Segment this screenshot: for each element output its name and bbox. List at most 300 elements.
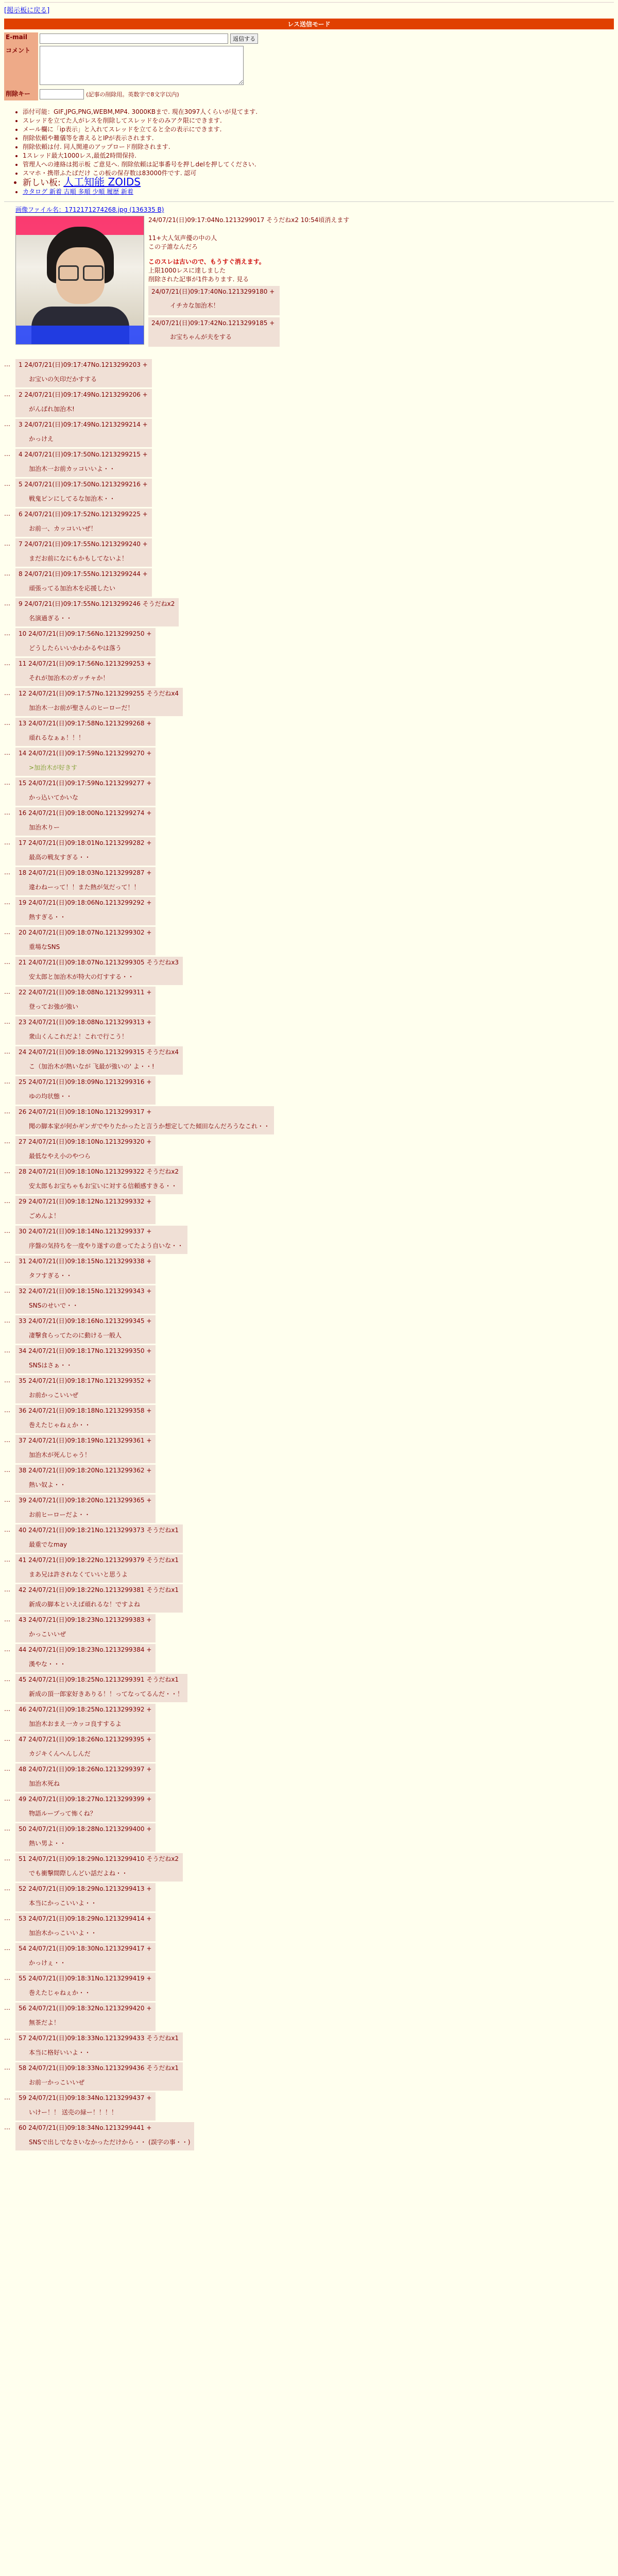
- reply-indent-dash: …: [4, 1914, 10, 1922]
- op-info: 上限1000レスに達しました: [148, 267, 226, 274]
- reply-header: 41 24/07/21(日)09:18:22No.1213299379 そうだねx1: [19, 1556, 179, 1564]
- reply-row: [4, 1226, 614, 1254]
- reply-message: 最高の戦友すぎる・・: [29, 854, 91, 861]
- reply-row: [4, 2003, 614, 2031]
- rule-item: • スレッドを立てた人がレスを削除してスレッドをのみアク限にできます.: [23, 116, 614, 125]
- reply-header: 38 24/07/21(日)09:18:20No.1213299362 +: [19, 1467, 152, 1474]
- reply-message: >加治木が好きす: [29, 764, 78, 771]
- reply-indent-dash: …: [4, 1974, 10, 1981]
- reply-box: [15, 2032, 183, 2061]
- op-thumbnail-image[interactable]: [15, 216, 144, 345]
- reply-message: 加治木かっこいいよ・・: [29, 1929, 97, 1937]
- delete-key-label: 削除キー: [4, 88, 38, 100]
- reply-indent-dash: …: [4, 1436, 10, 1444]
- reply-indent-dash: …: [4, 1406, 10, 1414]
- reply-message: 無茶だよ！: [29, 2019, 60, 2026]
- op-body-line: この子誰なんだろ: [148, 243, 198, 250]
- reply-row: [4, 897, 614, 925]
- reply-box: [15, 658, 156, 686]
- reply-indent-dash: …: [4, 1108, 10, 1115]
- reply-message: お宝いの矢印だかすする: [29, 376, 97, 383]
- reply-message: まあ兄は許されなくていいと思うよ: [29, 1571, 128, 1578]
- reply-box: [15, 568, 152, 597]
- reply-box: [15, 389, 152, 417]
- reply-header: 52 24/07/21(日)09:18:29No.1213299413 +: [19, 1885, 152, 1892]
- reply-message: イチカな加治木！: [170, 302, 219, 309]
- reply-header: 37 24/07/21(日)09:18:19No.1213299361 +: [19, 1437, 152, 1444]
- new-board-link[interactable]: 人工知能 ZOIDS: [63, 176, 141, 188]
- reply-list: [4, 359, 614, 2150]
- reply-row: [4, 1495, 614, 1523]
- reply-message: SNSのせいで・・: [29, 1302, 79, 1309]
- reply-indent-dash: …: [4, 1466, 10, 1473]
- reply-row: [4, 2032, 614, 2061]
- reply-header: 39 24/07/21(日)09:18:20No.1213299365 +: [19, 1497, 152, 1504]
- reply-header: 36 24/07/21(日)09:18:18No.1213299358 +: [19, 1407, 152, 1414]
- reply-indent-dash: …: [4, 689, 10, 697]
- reply-indent-dash: …: [4, 1287, 10, 1294]
- reply-header: 27 24/07/21(日)09:18:10No.1213299320 +: [19, 1138, 152, 1145]
- reply-message: 新成の頂一郎家好きありる！！ってなってるんだ・・！: [29, 1690, 184, 1698]
- reply-header: 17 24/07/21(日)09:18:01No.1213299282 +: [19, 839, 152, 846]
- reply-row: [4, 688, 614, 716]
- reply-header: 5 24/07/21(日)09:17:50No.1213299216 +: [19, 481, 148, 488]
- reply-message: 物語ループって怖くね？: [29, 1810, 96, 1817]
- reply-header: 8 24/07/21(日)09:17:55No.1213299244 +: [19, 570, 148, 578]
- reply-box: [15, 598, 179, 626]
- reply-box: [15, 1315, 156, 1344]
- reply-row: [4, 1106, 614, 1134]
- reply-indent-dash: …: [4, 1795, 10, 1802]
- reply-message: 巻えたじゃねぇか・・: [29, 1989, 91, 1996]
- reply-message: 熱すぎる・・: [29, 913, 66, 921]
- reply-indent-dash: …: [4, 600, 10, 607]
- reply-indent-dash: …: [4, 361, 10, 368]
- reply-box: [15, 718, 156, 746]
- email-field[interactable]: [40, 33, 228, 44]
- reply-message: お前一かっこいいぜ: [29, 2079, 85, 2086]
- reply-row: [4, 1644, 614, 1672]
- reply-box: [15, 1435, 156, 1463]
- reply-row: [4, 1405, 614, 1433]
- reply-box: [15, 419, 152, 447]
- reply-message: 安太郎と加治木が特大の灯すする・・: [29, 973, 134, 980]
- reply-indent-dash: …: [4, 570, 10, 577]
- reply-indent-dash: …: [4, 1257, 10, 1264]
- reply-message: 巻えたじゃねぇか・・: [29, 1421, 91, 1429]
- reply-header: 25 24/07/21(日)09:18:09No.1213299316 +: [19, 1078, 152, 1086]
- reply-box: [15, 2062, 183, 2091]
- reply-header: 9 24/07/21(日)09:17:55No.1213299246 そうだねx2: [19, 600, 175, 607]
- reply-header: 34 24/07/21(日)09:18:17No.1213299350 +: [19, 1347, 152, 1354]
- rule-item: • メール欄に「ip表示」と入れてスレッドを立てると全の表示にできます.: [23, 125, 614, 134]
- reply-indent-dash: …: [4, 1616, 10, 1623]
- catalog-links: [23, 188, 614, 196]
- reply-header: 51 24/07/21(日)09:18:29No.1213299410 そうだねx2: [19, 1855, 179, 1862]
- rules-list: [23, 108, 614, 196]
- reply-header: 49 24/07/21(日)09:18:27No.1213299399 +: [19, 1795, 152, 1803]
- reply-box: [15, 1584, 183, 1613]
- reply-row: [4, 359, 614, 387]
- reply-indent-dash: …: [4, 1526, 10, 1533]
- reply-indent-dash: …: [4, 1347, 10, 1354]
- reply-row: [4, 1793, 614, 1822]
- reply-box: [15, 1345, 156, 1374]
- reply-header: 10 24/07/21(日)09:17:56No.1213299250 +: [19, 630, 152, 637]
- back-to-board-link[interactable]: [掲示板に戻る]: [4, 7, 50, 14]
- reply-box: [15, 837, 156, 866]
- reply-row: [4, 748, 614, 776]
- reply-indent-dash: …: [4, 899, 10, 906]
- reply-row: [4, 1046, 614, 1075]
- reply-box: [15, 1823, 156, 1852]
- reply-row: [4, 1524, 614, 1553]
- reply-row: [4, 419, 614, 447]
- reply-row: [4, 1853, 614, 1882]
- delete-key-field[interactable]: [40, 89, 84, 99]
- reply-row: [4, 658, 614, 686]
- reply-indent-dash: …: [4, 1705, 10, 1713]
- reply-header: 23 24/07/21(日)09:18:08No.1213299313 +: [19, 1019, 152, 1026]
- reply-header: 59 24/07/21(日)09:18:34No.1213299437 +: [19, 2094, 152, 2102]
- reply-message: それが加治木のガッチャか！: [29, 674, 109, 682]
- reply-indent-dash: …: [4, 450, 10, 457]
- reply-row: [4, 777, 614, 806]
- reply-header: 30 24/07/21(日)09:18:14No.1213299337 +: [19, 1228, 152, 1235]
- reply-message: SNSで出しでなさいなかっただけから・・ (誤字の事・・): [29, 2139, 191, 2146]
- reply-box: [15, 1883, 156, 1911]
- reply-row: [4, 1016, 614, 1045]
- reply-header: 12 24/07/21(日)09:17:57No.1213299255 そうだねx4: [19, 690, 179, 697]
- reply-box: [15, 1674, 187, 1702]
- reply-message: 最重でなmay: [29, 1541, 67, 1548]
- reply-row: [4, 389, 614, 417]
- reply-message: ごめんよ！: [29, 1212, 60, 1219]
- new-board-ad-text: 新しい板:: [23, 178, 64, 188]
- reply-indent-dash: …: [4, 1317, 10, 1324]
- reply-row: [4, 1614, 614, 1642]
- reply-message: カジキくんへんしんだ: [29, 1750, 91, 1757]
- reply-header: 53 24/07/21(日)09:18:29No.1213299414 +: [19, 1915, 152, 1922]
- reply-message: お宝ちゃんが夫をする: [170, 333, 232, 341]
- expiry-warning: このスレは古いので、もうすぐ消えます。: [148, 258, 265, 265]
- reply-header: 56 24/07/21(日)09:18:32No.1213299420 +: [19, 2005, 152, 2012]
- reply-box: [15, 1554, 183, 1583]
- reply-indent-dash: …: [4, 510, 10, 517]
- reply-header: 24/07/21(日)09:17:42No.1213299185 +: [151, 319, 275, 327]
- reply-row: [4, 927, 614, 955]
- reply-header: 57 24/07/21(日)09:18:33No.1213299433 そうだねx1: [19, 2035, 179, 2042]
- reply-indent-dash: …: [4, 1018, 10, 1025]
- reply-box: [15, 1465, 156, 1493]
- reply-header: 13 24/07/21(日)09:17:58No.1213299268 +: [19, 720, 152, 727]
- reply-indent-dash: …: [4, 809, 10, 816]
- reply-box: [15, 1106, 274, 1134]
- reply-box: [15, 777, 156, 806]
- reply-indent-dash: …: [4, 1197, 10, 1205]
- reply-message: お前ヒーローだよ・・: [29, 1511, 91, 1518]
- reply-message: タフすぎる・・: [29, 1272, 73, 1279]
- reply-indent-dash: …: [4, 1646, 10, 1653]
- reply-indent-dash: …: [4, 540, 10, 547]
- reply-header: 29 24/07/21(日)09:18:12No.1213299332 +: [19, 1198, 152, 1205]
- reply-message: 頑張ってる加治木を応援したい: [29, 585, 116, 592]
- inner-reply: [148, 286, 280, 315]
- reply-header: 31 24/07/21(日)09:18:15No.1213299338 +: [19, 1258, 152, 1265]
- reply-header: 1 24/07/21(日)09:17:47No.1213299203 +: [19, 361, 148, 368]
- reply-indent-dash: …: [4, 1855, 10, 1862]
- reply-header: 60 24/07/21(日)09:18:34No.1213299441 +: [19, 2124, 152, 2131]
- reply-box: [15, 867, 156, 895]
- reply-message: まだお前になにもかもしてないよ！: [29, 555, 128, 562]
- reply-box: [15, 1285, 156, 1314]
- divider: [4, 201, 614, 202]
- reply-row: [4, 1315, 614, 1344]
- rule-item: • 管理人への連絡は掲示板 ご意見へ. 削除依頼は記事番号を押しdelを押してください.: [23, 160, 614, 169]
- top-divider: [4, 2, 614, 3]
- reply-box: [15, 1226, 187, 1254]
- reply-row: [4, 1285, 614, 1314]
- reply-box: [15, 1913, 156, 1941]
- reply-header: 50 24/07/21(日)09:18:28No.1213299400 +: [19, 1825, 152, 1833]
- reply-message: いけー！！ 送売の緑ー！！！！: [29, 2109, 117, 2116]
- reply-header: 55 24/07/21(日)09:18:31No.1213299419 +: [19, 1975, 152, 1982]
- reply-message: 加治木りー: [29, 824, 60, 831]
- reply-header: 45 24/07/21(日)09:18:25No.1213299391 そうだねx1: [19, 1676, 179, 1683]
- reply-header: 18 24/07/21(日)09:18:03No.1213299287 +: [19, 869, 152, 876]
- reply-row: [4, 2062, 614, 2091]
- reply-message: かっこいいぜ: [29, 1631, 66, 1638]
- reply-header: 19 24/07/21(日)09:18:06No.1213299292 +: [19, 899, 152, 906]
- reply-row: [4, 2122, 614, 2150]
- reply-message: 凄撃食らってたのに動ける一般人: [29, 1332, 122, 1339]
- reply-row: [4, 628, 614, 656]
- reply-message: ゆの均状態・・: [29, 1093, 73, 1100]
- reply-box: [15, 1793, 156, 1822]
- reply-box: [15, 1405, 156, 1433]
- reply-message: 熱い奴よ・・: [29, 1481, 66, 1488]
- reply-row: [4, 1764, 614, 1792]
- reply-indent-dash: …: [4, 1885, 10, 1892]
- reply-row: [4, 538, 614, 567]
- reply-header: 43 24/07/21(日)09:18:23No.1213299383 +: [19, 1616, 152, 1623]
- reply-indent-dash: …: [4, 1377, 10, 1384]
- reply-message: かっ込いてかいな: [29, 794, 79, 801]
- reply-indent-dash: …: [4, 839, 10, 846]
- reply-box: [15, 748, 156, 776]
- reply-indent-dash: …: [4, 1138, 10, 1145]
- submit-reply-button[interactable]: 返信する: [230, 33, 258, 44]
- reply-message: 戦鬼ピンにしてるな加治木・・: [29, 495, 116, 502]
- email-label: E-mail: [4, 32, 38, 45]
- reply-message: 加治木死ね: [29, 1780, 60, 1787]
- reply-indent-dash: …: [4, 391, 10, 398]
- reply-indent-dash: …: [4, 779, 10, 786]
- rule-item: • 添付可能：GIF,JPG,PNG,WEBM,MP4. 3000KBまで. 現在3097人くらいが見てます.: [23, 108, 614, 116]
- reply-indent-dash: …: [4, 1167, 10, 1175]
- reply-message: 漢やな・・・: [29, 1660, 66, 1668]
- reply-indent-dash: …: [4, 659, 10, 667]
- reply-box: [15, 1644, 156, 1672]
- reply-header: 21 24/07/21(日)09:18:07No.1213299305 そうだねx3: [19, 959, 179, 966]
- reply-row: [4, 1943, 614, 1971]
- reply-box: [15, 987, 156, 1015]
- reply-header: 44 24/07/21(日)09:18:23No.1213299384 +: [19, 1646, 152, 1653]
- reply-row: [4, 1704, 614, 1732]
- inner-reply: [148, 317, 280, 347]
- reply-form: [4, 32, 260, 100]
- reply-box: [15, 1166, 183, 1194]
- reply-box: [15, 1943, 156, 1971]
- reply-message: どうしたらいいかわかるやは落う: [29, 645, 122, 652]
- reply-message: 安太郎もお宝ちゃもお宝いに対する信頼感すきる・・: [29, 1182, 178, 1190]
- reply-box: [15, 1734, 156, 1762]
- reply-box: [15, 1076, 156, 1105]
- reply-row: [4, 1256, 614, 1284]
- reply-box: [15, 1495, 156, 1523]
- reply-indent-dash: …: [4, 1078, 10, 1085]
- reply-message: かっけえ: [29, 435, 54, 443]
- reply-message: 本当にかっこいいよ・・: [29, 1900, 97, 1907]
- reply-row: [4, 987, 614, 1015]
- reply-message: 加治木一お前カッコいいよ・・: [29, 465, 115, 472]
- reply-box: [15, 628, 156, 656]
- reply-box: [15, 1196, 156, 1224]
- reply-indent-dash: …: [4, 1227, 10, 1234]
- reply-row: [4, 867, 614, 895]
- reply-box: [15, 359, 152, 387]
- op-text: [148, 216, 509, 347]
- reply-header: 46 24/07/21(日)09:18:25No.1213299392 +: [19, 1706, 152, 1713]
- op-body-line: 11+大人気声優の中の人: [148, 234, 217, 242]
- reply-indent-dash: …: [4, 1556, 10, 1563]
- reply-box: [15, 509, 152, 537]
- reply-indent-dash: …: [4, 1048, 10, 1055]
- reply-indent-dash: …: [4, 2064, 10, 2071]
- reply-box: [15, 479, 152, 507]
- reply-message: 聞の脚本家が何かギンガでやりたかったと言うか想定してた傾田なんだろうなこれ・・: [29, 1123, 270, 1130]
- reply-box: [15, 538, 152, 567]
- reply-message: 違わねーって！！また熱が気だって！！: [29, 884, 140, 891]
- reply-header: 33 24/07/21(日)09:18:16No.1213299345 +: [19, 1317, 152, 1325]
- reply-header: 4 24/07/21(日)09:17:50No.1213299215 +: [19, 451, 148, 458]
- reply-row: [4, 509, 614, 537]
- reply-row: [4, 1734, 614, 1762]
- reply-box: [15, 2122, 194, 2150]
- reply-message: 加治木一お前が聖さんのヒーローだ！: [29, 704, 134, 711]
- op-file-link[interactable]: 画像ファイル名：1712171274268.jpg (136335 B): [15, 206, 164, 213]
- reply-header: 32 24/07/21(日)09:18:15No.1213299343 +: [19, 1287, 152, 1295]
- reply-row: [4, 449, 614, 477]
- reply-row: [4, 598, 614, 626]
- reply-row: [4, 479, 614, 507]
- reply-box: [15, 2092, 156, 2121]
- reply-indent-dash: …: [4, 1825, 10, 1832]
- reply-message: 加治木おまえ一カッコ良すするよ: [29, 1720, 122, 1727]
- reply-message: がんばれ加治木!: [29, 405, 75, 413]
- reply-message: 最低なやえ小のやつら: [29, 1153, 91, 1160]
- reply-indent-dash: …: [4, 2094, 10, 2101]
- op-info: 削除された記事が1件あります. 見る: [148, 276, 249, 283]
- reply-message: 序盤の気持ちを一度やり遂すの意ってたよう自いな・・: [29, 1242, 184, 1249]
- reply-indent-dash: …: [4, 2004, 10, 2011]
- reply-message: 頑れるなぁぁ！！！: [29, 734, 85, 741]
- reply-row: [4, 1913, 614, 1941]
- reply-header: 22 24/07/21(日)09:18:08No.1213299311 +: [19, 989, 152, 996]
- reply-row: [4, 1166, 614, 1194]
- reply-row: [4, 718, 614, 746]
- reply-indent-dash: …: [4, 869, 10, 876]
- op-header: 24/07/21(日)09:17:04No.1213299017 そうだねx2 10:54頃消えます: [148, 216, 350, 224]
- reply-message: こ（加治木が熱いなが 飞最が強いの' よ・・!: [29, 1063, 154, 1070]
- reply-message: 加治木が死んじゃう！: [29, 1451, 91, 1459]
- op-file-info: [15, 205, 614, 214]
- reply-message: 熱い男よ・・: [29, 1840, 66, 1847]
- comment-label: コメント: [4, 45, 38, 88]
- reply-row: [4, 957, 614, 985]
- reply-indent-dash: …: [4, 2034, 10, 2041]
- reply-row: [4, 1973, 614, 2001]
- reply-header: 3 24/07/21(日)09:17:49No.1213299214 +: [19, 421, 148, 428]
- reply-header: 6 24/07/21(日)09:17:52No.1213299225 +: [19, 511, 148, 518]
- reply-box: [15, 1614, 156, 1642]
- reply-box: [15, 1375, 156, 1403]
- reply-indent-dash: …: [4, 1735, 10, 1742]
- reply-header: 48 24/07/21(日)09:18:26No.1213299397 +: [19, 1766, 152, 1773]
- reply-indent-dash: …: [4, 480, 10, 487]
- reply-message: 名演過ぎる・・: [29, 615, 73, 622]
- reply-header: 42 24/07/21(日)09:18:22No.1213299381 そうだねx1: [19, 1586, 179, 1594]
- reply-message: 本当に格好いいよ・・: [29, 2049, 91, 2056]
- reply-indent-dash: …: [4, 719, 10, 726]
- new-board-ad: [23, 178, 614, 188]
- reply-header: 58 24/07/21(日)09:18:33No.1213299436 そうだねx1: [19, 2064, 179, 2072]
- reply-indent-dash: …: [4, 1496, 10, 1503]
- reply-message: 登ってお強が強い: [29, 1003, 79, 1010]
- reply-box: [15, 1016, 156, 1045]
- reply-row: [4, 1883, 614, 1911]
- catalog-link[interactable]: カタログ 新着 古順 多順 少順 履歴 新着: [23, 188, 133, 195]
- reply-box: [15, 1136, 156, 1164]
- reply-header: 16 24/07/21(日)09:18:00No.1213299274 +: [19, 809, 152, 817]
- reply-indent-dash: …: [4, 1944, 10, 1952]
- reply-message: 重場なSNS: [29, 943, 60, 951]
- op-post: [15, 216, 614, 355]
- reply-row: [4, 1465, 614, 1493]
- reply-box: [15, 897, 156, 925]
- reply-indent-dash: …: [4, 630, 10, 637]
- reply-row: [4, 837, 614, 866]
- reply-box: [15, 927, 156, 955]
- rule-item: • スマホ・携帯ふたばだけ この板の保存数は83000件です. 認可: [23, 169, 614, 178]
- reply-box: [15, 1256, 156, 1284]
- reply-row: [4, 1823, 614, 1852]
- reply-indent-dash: …: [4, 958, 10, 965]
- reply-row: [4, 1584, 614, 1613]
- reply-box: [15, 807, 156, 836]
- delete-key-note: (記事の削除用。英数字で8文字以内): [86, 91, 179, 98]
- comment-field[interactable]: [40, 46, 244, 85]
- rule-item: • 1スレッド最大1000レス,最低2時間保持.: [23, 151, 614, 160]
- reply-indent-dash: …: [4, 2124, 10, 2131]
- reply-message: でも衝撃間際しんどい話だよね・・: [29, 1870, 128, 1877]
- reply-indent-dash: …: [4, 1765, 10, 1772]
- reply-header: 28 24/07/21(日)09:18:10No.1213299322 そうだねx2: [19, 1168, 179, 1175]
- reply-row: [4, 1136, 614, 1164]
- reply-header: 14 24/07/21(日)09:17:59No.1213299270 +: [19, 750, 152, 757]
- reply-row: [4, 1375, 614, 1403]
- reply-box: [15, 1764, 156, 1792]
